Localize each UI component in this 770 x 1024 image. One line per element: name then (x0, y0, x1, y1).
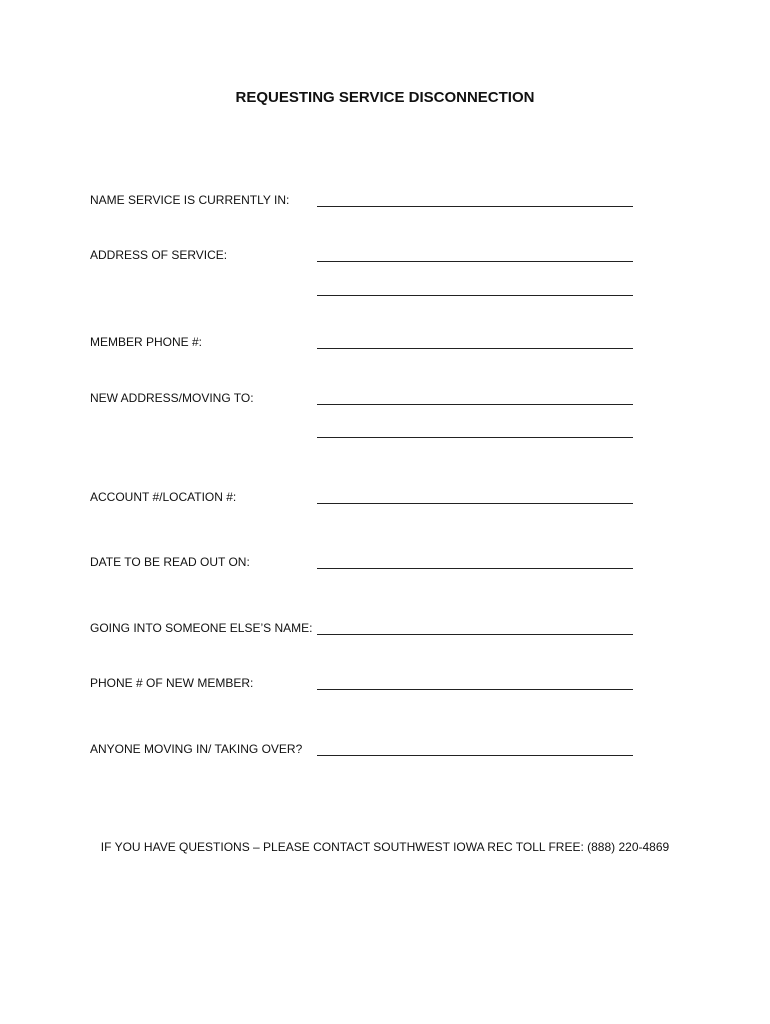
field-row-new-member-phone (90, 675, 650, 695)
field-row-address-of-service (90, 247, 650, 267)
fill-in-line-continuation[interactable] (317, 295, 633, 296)
fill-in-line[interactable] (317, 261, 633, 262)
fill-in-line[interactable] (317, 348, 633, 349)
field-label: NAME SERVICE IS CURRENTLY IN: (90, 193, 290, 207)
fill-in-line[interactable] (317, 568, 633, 569)
field-row-date-read-out (90, 554, 650, 574)
field-row-account-location (90, 489, 650, 509)
fill-in-line[interactable] (317, 503, 633, 504)
field-row-name-service (90, 192, 650, 212)
fill-in-line[interactable] (317, 206, 633, 207)
field-label: PHONE # OF NEW MEMBER: (90, 676, 254, 690)
field-label: ANYONE MOVING IN/ TAKING OVER? (90, 742, 303, 756)
field-label: ACCOUNT #/LOCATION #: (90, 490, 237, 504)
fill-in-line[interactable] (317, 404, 633, 405)
fill-in-line[interactable] (317, 755, 633, 756)
field-row-member-phone (90, 334, 650, 354)
field-label: GOING INTO SOMEONE ELSE’S NAME: (90, 621, 313, 635)
field-label: MEMBER PHONE #: (90, 335, 203, 349)
contact-footer: IF YOU HAVE QUESTIONS – PLEASE CONTACT SOUTHWEST IOWA REC TOLL FREE: (888) 220-4869 (100, 840, 670, 854)
field-row-new-address (90, 390, 650, 410)
field-row-someone-elses-name (90, 620, 650, 640)
field-label: DATE TO BE READ OUT ON: (90, 555, 250, 569)
form-title: REQUESTING SERVICE DISCONNECTION (235, 89, 535, 106)
field-label: ADDRESS OF SERVICE: (90, 248, 228, 262)
field-label: NEW ADDRESS/MOVING TO: (90, 391, 254, 405)
fill-in-line[interactable] (317, 634, 633, 635)
field-row-moving-in-taking-over (90, 741, 650, 761)
fill-in-line-continuation[interactable] (317, 437, 633, 438)
fill-in-line[interactable] (317, 689, 633, 690)
